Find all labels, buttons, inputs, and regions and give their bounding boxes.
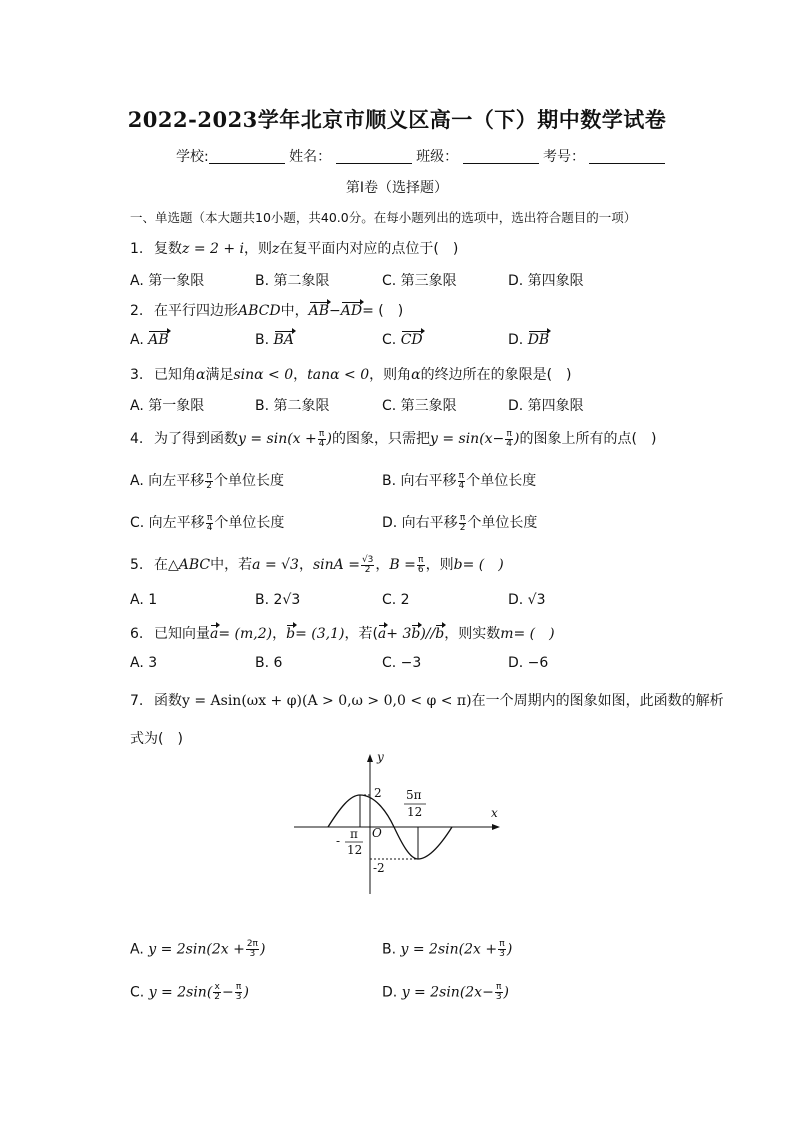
math-expression: = ( ): [513, 626, 555, 642]
origin-label: O: [372, 826, 382, 840]
math-operator: −: [222, 984, 234, 1001]
question-text: 在复平面内对应的点位于( ): [279, 241, 459, 257]
q4-option-b[interactable]: [382, 470, 536, 491]
numerator: x: [214, 982, 220, 992]
question-text: ，则实数: [444, 626, 501, 642]
math-expression: = (3,1): [295, 626, 345, 642]
denominator: 3: [235, 992, 242, 1002]
min-value-label: -2: [373, 861, 385, 875]
y-axis-label: y: [377, 750, 384, 764]
math-expression: y = 2sin(2x +: [400, 941, 498, 958]
q6-option-d[interactable]: D. −6: [508, 655, 549, 671]
q5-option-d[interactable]: D. √3: [508, 592, 546, 608]
fraction: [459, 514, 467, 533]
question-1: [130, 238, 458, 258]
numerator: π: [459, 512, 466, 523]
math-expression: + 3: [386, 626, 412, 642]
question-text: 已知向量: [154, 626, 210, 642]
question-text: 函数y = Asin(ωx + φ)(A > 0,ω > 0,0 < φ < π)在一个周期内的图象如图，此函数的解析: [154, 693, 724, 709]
question-text: 的图象，只需把: [331, 431, 430, 447]
fraction: [361, 556, 374, 575]
math-expression: ABCD: [238, 303, 281, 319]
math-variable: α: [411, 367, 421, 383]
denominator: 4: [506, 438, 513, 449]
option-label: B.: [255, 332, 270, 348]
math-expression: sinA =: [312, 557, 360, 573]
math-operator: −: [329, 303, 341, 319]
q1-option-d[interactable]: D. 第四象限: [508, 273, 584, 289]
fraction: [505, 430, 513, 449]
denominator: 2: [364, 564, 371, 575]
question-7: [130, 690, 724, 710]
question-text: ，则: [425, 557, 454, 573]
option-label: A.: [130, 332, 144, 348]
question-text: ，: [293, 367, 308, 383]
math-expression: = ( ): [462, 557, 504, 573]
q5-option-c[interactable]: C. 2: [382, 592, 410, 608]
math-expression: △ABC: [168, 557, 211, 573]
question-number: 4.: [130, 431, 144, 447]
number-blank[interactable]: [589, 149, 665, 164]
option-text: 个单位长度: [467, 515, 538, 531]
option-label: B.: [382, 941, 397, 958]
math-variable: α: [196, 367, 206, 383]
question-text: 已知角: [154, 367, 196, 383]
question-2: [130, 300, 403, 320]
numerator: π: [499, 939, 505, 949]
fraction: [417, 556, 425, 575]
question-text: 在平行四边形: [154, 303, 238, 319]
question-text: = ( ): [362, 303, 404, 319]
math-expression: = (m,2): [218, 626, 273, 642]
q6-option-b[interactable]: B. 6: [255, 655, 283, 671]
vector-ab: AB: [308, 303, 330, 319]
math-expression: tanα < 0: [307, 367, 370, 383]
q2-option-d[interactable]: [508, 332, 549, 348]
left-fraction-numerator: π: [350, 827, 358, 841]
student-info-line: [176, 146, 665, 166]
math-expression: y = sin(x +: [238, 431, 317, 447]
vector-a: a: [210, 626, 219, 642]
math-variable: m: [500, 626, 514, 642]
vector-b: b: [286, 626, 296, 642]
page-title: 2022-2023学年北京市顺义区高一（下）期中数学试卷: [127, 107, 667, 132]
q3-option-d[interactable]: D. 第四象限: [508, 398, 584, 414]
q5-option-a[interactable]: A. 1: [130, 592, 158, 608]
math-expression: a = √3: [252, 557, 299, 573]
question-text: 中，: [280, 303, 309, 319]
fraction: [498, 940, 506, 959]
math-expression: y = 2sin(2x−: [401, 984, 494, 1001]
math-expression: ): [326, 431, 332, 447]
question-text: 的终边所在的象限是( ): [420, 367, 572, 383]
math-expression: sinα < 0: [233, 367, 294, 383]
math-expression: ): [259, 941, 266, 958]
fraction: [213, 983, 221, 1002]
q1-option-b[interactable]: B. 第二象限: [255, 273, 330, 289]
q7-option-c[interactable]: [130, 983, 249, 1002]
option-text: D. 向右平移: [382, 515, 458, 531]
sine-graph: [290, 748, 510, 898]
denominator: 2: [206, 480, 212, 491]
x-axis-arrow-icon: [492, 824, 500, 830]
q4-option-d[interactable]: [382, 512, 537, 533]
fraction: [205, 472, 213, 491]
math-expression: y = 2sin(: [148, 984, 213, 1001]
math-variable: b: [453, 557, 463, 573]
vector-cd: CD: [400, 332, 423, 348]
q5-option-b[interactable]: B. 2√3: [255, 592, 301, 608]
question-5: [130, 554, 504, 575]
school-blank[interactable]: [209, 149, 285, 164]
section-title: 第I卷（选择题）: [345, 180, 449, 196]
math-expression: B =: [389, 557, 416, 573]
fraction: [458, 472, 466, 491]
name-blank[interactable]: [336, 149, 412, 164]
q4-option-c[interactable]: [130, 512, 284, 533]
school-label: 学校:: [176, 149, 209, 165]
right-fraction-denominator: 12: [407, 805, 423, 819]
math-expression: ): [243, 984, 249, 1001]
denominator: 4: [318, 438, 325, 449]
q4-option-a[interactable]: [130, 470, 284, 491]
question-text: ，: [375, 557, 390, 573]
question-number: 3.: [130, 367, 144, 383]
y-axis-arrow-icon: [367, 754, 373, 762]
option-text: A. 向左平移: [130, 473, 205, 489]
denominator: 3: [495, 992, 502, 1002]
option-text: 个单位长度: [466, 473, 537, 489]
vector-b: b: [435, 626, 445, 642]
q1-option-a[interactable]: A. 第一象限: [130, 273, 205, 289]
fraction: [206, 514, 214, 533]
question-text: ，则角: [369, 367, 412, 383]
numerator: π: [458, 470, 465, 481]
q6-option-c[interactable]: C. −3: [382, 655, 422, 671]
math-expression: )//: [420, 626, 436, 642]
numerator: π: [506, 428, 512, 439]
left-fraction-denominator: 12: [347, 843, 363, 857]
option-label: D.: [382, 984, 398, 1001]
option-label: C.: [130, 984, 145, 1001]
numerator: π: [235, 982, 242, 992]
question-number: 7.: [130, 693, 144, 709]
question-number: 1.: [130, 241, 144, 257]
question-3: [130, 364, 572, 384]
fraction: [235, 983, 243, 1002]
name-label: 姓名：: [289, 149, 332, 165]
vector-db: DB: [527, 332, 550, 348]
fraction: [318, 430, 326, 449]
q3-option-a[interactable]: A. 第一象限: [130, 398, 205, 414]
option-text: 个单位长度: [213, 473, 284, 489]
option-label: A.: [130, 941, 144, 958]
q7-option-d[interactable]: [382, 983, 509, 1002]
option-text: B. 向右平移: [382, 473, 457, 489]
question-number: 2.: [130, 303, 144, 319]
q3-option-c[interactable]: C. 第三象限: [382, 398, 457, 414]
x-axis-label: x: [491, 806, 498, 820]
left-fraction-sign: -: [336, 834, 341, 848]
question-text: 为了得到函数: [154, 431, 238, 447]
vector-ba: BA: [273, 332, 294, 348]
fraction: [495, 983, 503, 1002]
option-label: D.: [508, 332, 524, 348]
q7-option-b[interactable]: [382, 940, 512, 959]
part-title: 一、单选题（本大题共10小题，共40.0分。在每小题列出的选项中，选出符合题目的一项）: [130, 210, 637, 225]
q2-option-c[interactable]: [382, 332, 423, 348]
vector-ab: AB: [148, 332, 169, 348]
denominator: 3: [249, 949, 256, 959]
denominator: 6: [417, 564, 424, 575]
denominator: 2: [459, 522, 466, 533]
denominator: 4: [458, 480, 465, 491]
q6-option-a[interactable]: A. 3: [130, 655, 158, 671]
q2-option-b[interactable]: [255, 332, 294, 348]
denominator: 3: [499, 949, 505, 959]
numerator: π: [495, 982, 502, 992]
numerator: 2π: [246, 939, 258, 949]
class-label: 班级：: [416, 149, 459, 165]
question-text: 中，若: [210, 557, 253, 573]
q7-option-a[interactable]: [130, 940, 265, 959]
option-label: C.: [382, 332, 397, 348]
right-fraction-numerator: 5π: [406, 788, 422, 802]
numerator: π: [418, 554, 424, 565]
question-text: ，: [272, 626, 287, 642]
numerator: π: [206, 470, 212, 481]
question-text: ，则: [244, 241, 273, 257]
numerator: π: [318, 428, 325, 439]
math-expression: y = 2sin(2x +: [148, 941, 245, 958]
question-4: [130, 428, 656, 449]
math-expression: ): [506, 941, 513, 958]
vector-a: a: [377, 626, 387, 642]
max-value-label: 2: [374, 786, 382, 800]
number-label: 考号：: [542, 149, 585, 165]
question-text: 满足: [205, 367, 234, 383]
math-expression: z = 2 + i: [182, 241, 245, 257]
q3-option-b[interactable]: B. 第二象限: [255, 398, 330, 414]
question-number: 5.: [130, 557, 144, 573]
numerator: π: [206, 512, 213, 523]
question-6: [130, 623, 555, 643]
q2-option-a[interactable]: [130, 332, 169, 348]
class-blank[interactable]: [463, 149, 539, 164]
math-variable: z: [272, 241, 280, 257]
vector-ad: AD: [340, 303, 363, 319]
vector-b: b: [411, 626, 421, 642]
math-expression: ): [503, 984, 510, 1001]
numerator: √3: [361, 554, 374, 565]
question-text: 的图象上所有的点( ): [519, 431, 657, 447]
question-text: ，: [298, 557, 313, 573]
question-number: 6.: [130, 626, 144, 642]
question-text: ，若(: [344, 626, 378, 642]
denominator: 2: [214, 992, 221, 1002]
graph-svg: [290, 748, 510, 898]
option-text: C. 向左平移: [130, 515, 205, 531]
math-expression: y = sin(x−: [429, 431, 505, 447]
denominator: 4: [206, 522, 213, 533]
math-expression: ): [514, 431, 520, 447]
question-text: 在: [154, 557, 168, 573]
question-text: 复数: [154, 241, 182, 257]
fraction: [246, 940, 259, 959]
question-7-line-2: 式为( ): [130, 731, 183, 747]
q1-option-c[interactable]: C. 第三象限: [382, 273, 457, 289]
option-text: 个单位长度: [214, 515, 285, 531]
